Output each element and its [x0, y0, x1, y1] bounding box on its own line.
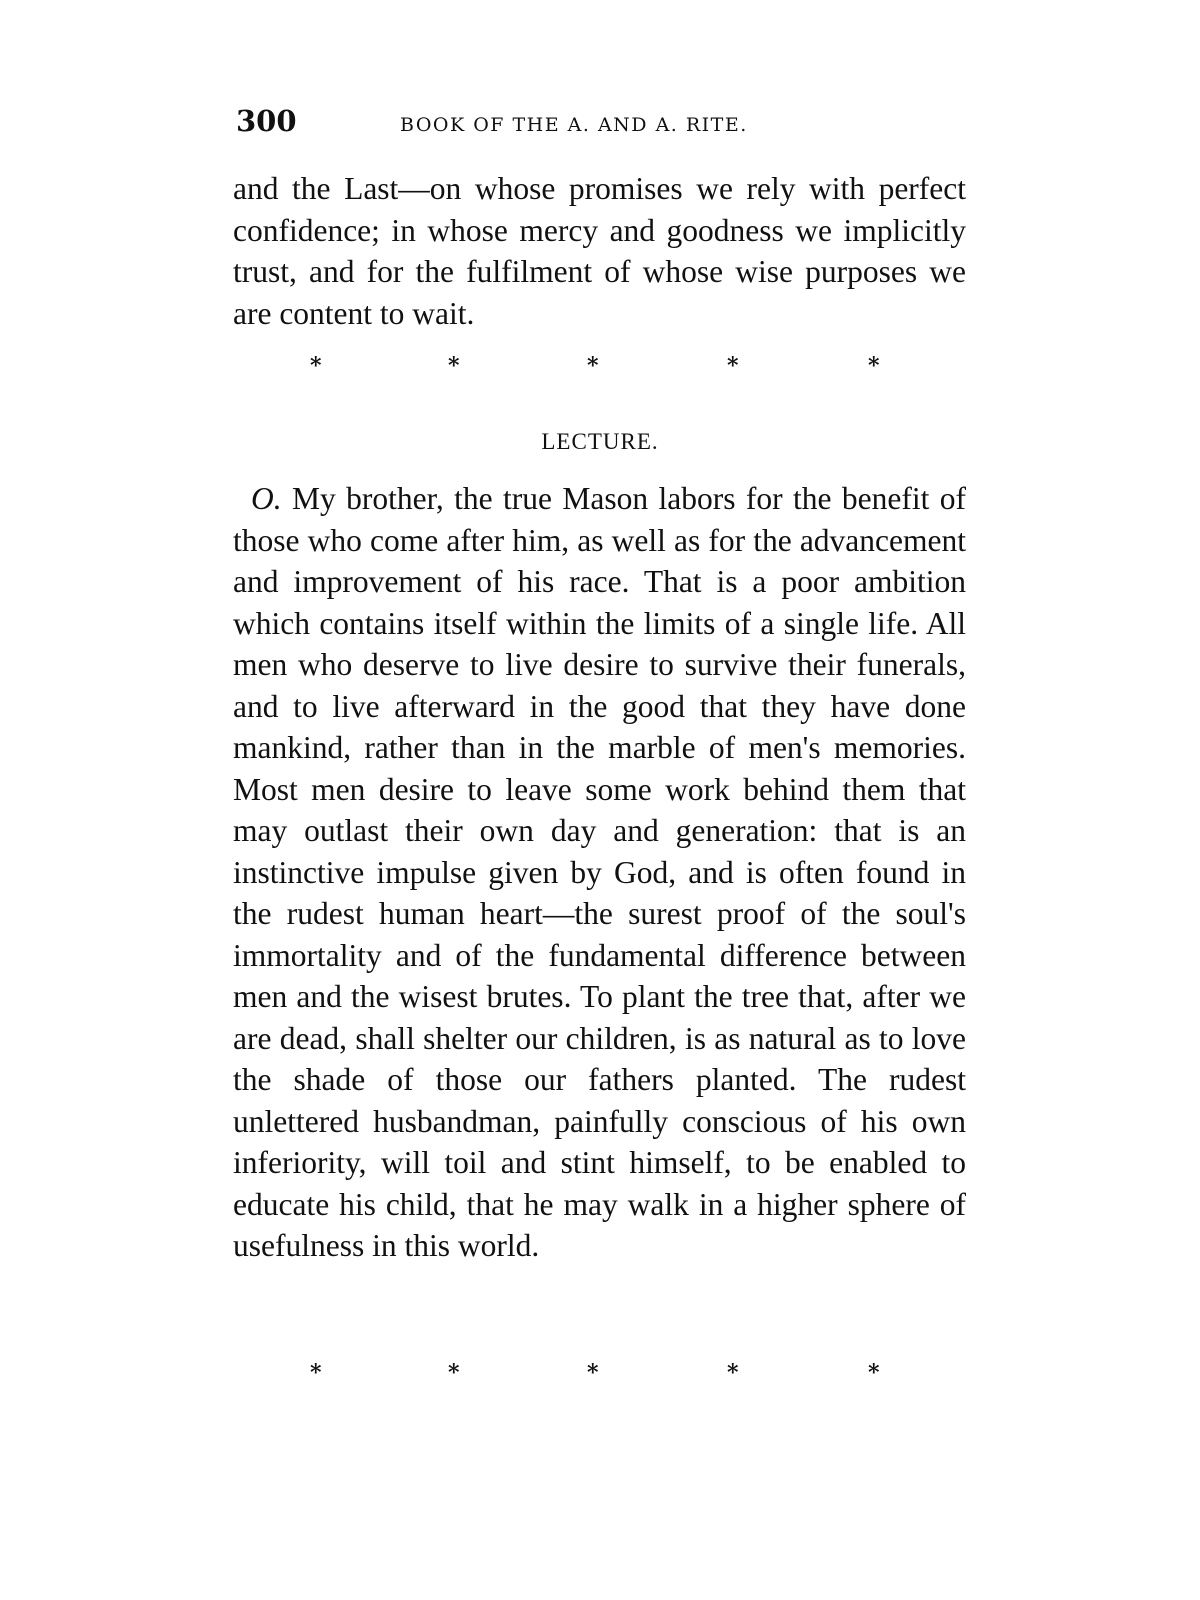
asterisk: * — [868, 353, 880, 379]
asterisk: * — [448, 353, 460, 379]
asterisk: * — [310, 353, 322, 379]
speaker-initial: O. — [251, 481, 282, 516]
asterisk: * — [727, 1360, 739, 1386]
asterisk: * — [587, 1360, 599, 1386]
asterisk: * — [587, 353, 599, 379]
asterisk: * — [310, 1360, 322, 1386]
lecture-paragraph — [233, 478, 966, 1267]
asterisk: * — [868, 1360, 880, 1386]
asterism-separator-top — [290, 353, 890, 383]
running-title: BOOK OF THE A. AND A. RITE. — [400, 114, 748, 136]
running-head — [236, 104, 966, 144]
paragraph-continuation: and the Last—on whose promises we rely with perfect confidence; in whose mercy and goodness we implicitly trust, and for the fulfilment of whose wise purposes we are content to wait. — [233, 171, 966, 331]
asterisk: * — [448, 1360, 460, 1386]
asterisk: * — [727, 353, 739, 379]
asterism-separator-bottom — [290, 1360, 890, 1390]
lecture-text: My brother, the true Mason labors for the benefit of those who come after him, as well as for the advancement and improvement of his race. That is a poor ambition which contains itself within the limits of a single life. All men who deserve to live desire to survive their funerals, and to live afterward in the good that they have done mankind, rather than in the marble of men's memories. Most men desire to leave some work behind them that may outlast their own day and generation: that is an instinctive impulse given by God, and is often found in the rudest human heart—the surest proof of the soul's immortality and of the fundamental difference between men and the wisest brutes. To plant the tree that, after we are dead, shall shelter our children, is as natural as to love the shade of those our fathers planted. The rudest unlettered husbandman, painfully conscious of his own inferiority, will toil and stint himself, to be enabled to educate his child, that he may walk in a higher sphere of usefulness in this world. — [233, 481, 966, 1263]
page-number: 300 — [236, 104, 297, 138]
section-heading: LECTURE. — [541, 429, 659, 454]
